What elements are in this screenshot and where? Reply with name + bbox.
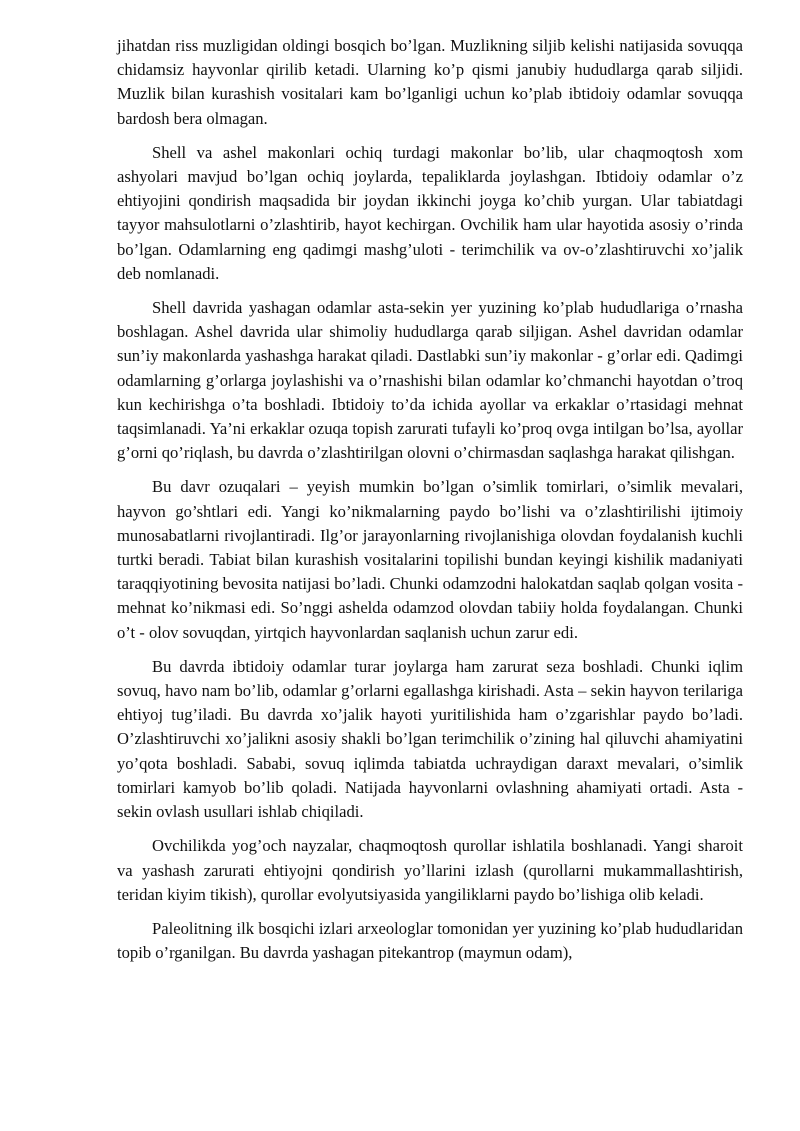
paragraph-7: Paleolitning ilk bosqichi izlari arxeologlar tomonidan yer yuzining ko’plab hududlaridan topib o’rganilgan. Bu davrda yashagan pitekantrop (maymun odam), [117,918,743,963]
paragraph-6: Ovchilikda yog’och nayzalar, chaqmoqtosh qurollar ishlatila boshlanadi. Yangi sharoit va yashash zarurati ehtiyojni qondirish yo’llarini izlash (qurollarni mukammallashtirish, teridan kiyim tikish), qurollar evolyutsiyasida yangiliklarni paydo bo’lishiga olib keladi. [117,836,743,904]
paragraph-5: Bu davrda ibtidoiy odamlar turar joylarga ham zarurat seza boshladi. Chunki iqlim sovuq, havo nam bo’lib, odamlar g’orlarni egallashga kirishadi. Asta – sekin hayvon terilariga ehtiyoj tug’iladi. Bu davrda xo’jalik hayoti yuritilishida ham o’zgarishlar paydo bo’ladi. O’zlashtiruvchi xo’jalikni asosiy shakli bo’lgan terimchilik o’zining hal qiluvchi ahamiyatini yo’qota boshladi. Sababi, sovuq iqlimda tabiatda uchraydigan daraxt mevalari, o’simlik tomirlari kamyob bo’lib qoladi. Natijada hayvonlarni ovlashning ahamiyati ortadi. Asta - sekin ovlash usullari ishlab chiqiladi. [117,656,743,822]
paragraph-4: Bu davr ozuqalari – yeyish mumkin bo’lgan o’simlik tomirlari, o’simlik mevalari, hayvon go’shtlari edi. Yangi ko’nikmalarning paydo bo’lishi va o’zlashtirilishi ijtimoiy munosabatlarni rivojlantiradi. Ilg’or jarayonlarning rivojlanishiga olovdan foydalanish kuchli turtki beradi. Tabiat bilan kurashish vositalarini topilishi bundan keyingi kishilik madaniyati taraqqiyotining bevosita natijasi bo’ladi. Chunki odamzodni halokatdan saqlab qolgan vosita - mehnat ko’nikmasi edi. So’nggi ashelda odamzod olovdan tabiiy holda foydalangan. Chunki o’t - olov sovuqdan, yirtqich hayvonlardan saqlanish uchun zarur edi. [117,477,743,642]
paragraph-3: Shell davrida yashagan odamlar asta-sekin yer yuzining ko’plab hududlariga o’rnasha boshlagan. Ashel davrida ular shimoliy hududlarga qarab siljigan. Ashel davridan odamlar sun’iy makonlarda yashashga harakat qiladi. Dastlabki sun’iy makonlar - g’orlar edi. Qadimgi odamlarning g’orlarga joylashishi va o’rnashishi bilan odamlar ko’chmanchi hayotdan o’troq kun kechirishga o’ta boshladi. Ibtidoiy to’da ichida ayollar va erkaklar o’rtasidagi mehnat taqsimlanadi. Ya’ni erkaklar ozuqa topish zarurati tufayli ko’proq ovga intilgan bo’lsa, ayollar g’orni qo’riqlash, bu davrda o’zlashtirilgan olovni o’chirmasdan saqlashga harakat qilishgan. [117,298,743,463]
document-page [117,34,743,965]
paragraph-1: jihatdan riss muzligidan oldingi bosqich bo’lgan. Muzlikning siljib kelishi natijasida sovuqqa chidamsiz hayvonlar qirilib ketadi. Ularning ko’p qismi janubiy hududlarga qarab siljidi. Muzlik bilan kurashish vositalari kam bo’lganligi uchun ko’plab ibtidoiy odamlar sovuqqa bardosh bera olmagan. [117,36,743,128]
paragraph-2: Shell va ashel makonlari ochiq turdagi makonlar bo’lib, ular chaqmoqtosh xom ashyolari mavjud bo’lgan ochiq joylarda, tepaliklarda joylashgan. Ibtidoiy odamlar o’z ehtiyojini qondirish maqsadida bir joydan ikkinchi joyga ko’chib yurgan. Ular tabiatdagi tayyor mahsulotlarni o’zlashtirib, hayot kechirgan. Ovchilik ham ular hayotida asosiy o’rinda bo’lgan. Odamlarning eng qadimgi mashg’uloti - terimchilik va ov-o’zlashtiruvchi xo’jalik deb nomlanadi. [117,142,743,283]
